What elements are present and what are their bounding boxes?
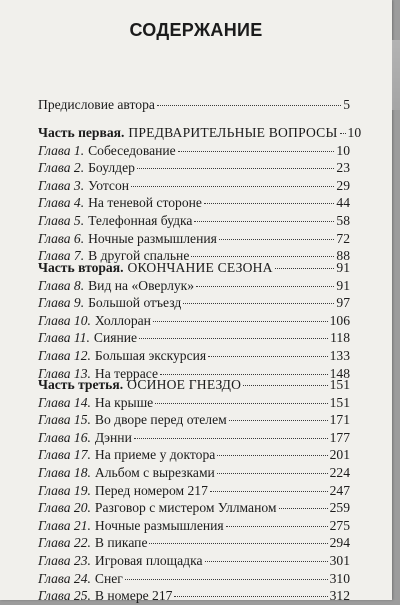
dot-leader <box>210 491 328 492</box>
dot-leader <box>196 286 334 287</box>
toc-chapter[interactable] <box>38 142 350 160</box>
chapter-label: Глава 13. <box>38 365 91 381</box>
chapter-label: Глава 1. <box>38 142 85 158</box>
chapter-title: Большая экскурсия <box>94 347 207 363</box>
page-number: 58 <box>336 212 350 228</box>
chapter-label: Глава 3. <box>38 177 85 193</box>
chapter-title: Игровая площадка <box>94 552 203 568</box>
toc-part-heading[interactable] <box>38 376 350 394</box>
page-number: 106 <box>329 312 350 328</box>
dot-leader <box>340 133 346 134</box>
toc-part-heading[interactable] <box>38 124 362 142</box>
dot-leader <box>229 420 328 421</box>
chapter-label: Глава 20. <box>38 500 91 516</box>
chapter-label: Глава 2. <box>38 160 85 176</box>
page-number: 151 <box>329 377 350 392</box>
toc-chapter[interactable] <box>38 464 350 482</box>
dot-leader <box>275 268 335 269</box>
chapter-title: Холлоран <box>94 312 151 328</box>
part-title: ОСИНОЕ ГНЕЗДО <box>127 377 242 392</box>
page-number: 312 <box>329 588 350 604</box>
chapter-title: На приеме у доктора <box>94 447 216 463</box>
chapter-title: На теневой стороне <box>88 195 202 211</box>
page-number: 275 <box>329 517 350 533</box>
dot-leader <box>153 321 328 322</box>
page-number: 259 <box>329 500 350 516</box>
chapter-title: Уотсон <box>88 177 130 193</box>
chapter-title: Разговор с мистером Уллманом <box>94 500 277 516</box>
chapter-title: В номере 217 <box>94 588 173 604</box>
chapter-title: Сияние <box>93 330 138 346</box>
dot-leader <box>217 473 328 474</box>
chapter-label: Глава 11. <box>38 330 90 346</box>
chapter-title: Ночные размышления <box>88 230 217 246</box>
chapter-title: В другой спальне <box>88 248 190 264</box>
chapter-title: На террасе <box>94 365 158 381</box>
chapter-label: Глава 25. <box>38 588 91 604</box>
toc-chapter[interactable] <box>38 194 350 212</box>
page-number: 29 <box>336 177 350 193</box>
page-number: 148 <box>329 365 350 381</box>
page-number: 133 <box>329 347 350 363</box>
toc-chapter[interactable] <box>38 277 350 295</box>
part-label: Часть первая. <box>38 125 125 140</box>
page-number: 91 <box>336 260 350 275</box>
toc-part-3 <box>38 376 350 605</box>
chapter-label: Глава 19. <box>38 482 91 498</box>
page-number: 88 <box>336 248 350 264</box>
toc-chapter[interactable] <box>38 534 350 552</box>
dot-leader <box>139 338 328 339</box>
chapter-label: Глава 22. <box>38 535 91 551</box>
chapter-label: Глава 8. <box>38 277 85 293</box>
chapter-label: Глава 5. <box>38 212 85 228</box>
chapter-label: Глава 14. <box>38 394 91 410</box>
dot-leader <box>155 403 327 404</box>
toc-part-heading[interactable] <box>38 259 350 277</box>
toc-chapter[interactable] <box>38 230 350 248</box>
chapter-label: Глава 10. <box>38 312 91 328</box>
table-of-contents <box>38 96 350 114</box>
toc-chapter[interactable] <box>38 294 350 312</box>
dot-leader <box>131 186 334 187</box>
page-number: 97 <box>336 295 350 311</box>
page-number: 91 <box>336 277 350 293</box>
chapter-label: Глава 7. <box>38 248 85 264</box>
dot-leader <box>191 256 334 257</box>
dot-leader <box>149 543 327 544</box>
dot-leader <box>183 303 334 304</box>
dot-leader <box>194 221 334 222</box>
page-number: 5 <box>343 97 350 112</box>
toc-chapter[interactable] <box>38 517 350 535</box>
dot-leader <box>134 438 328 439</box>
part-title: ПРЕДВАРИТЕЛЬНЫЕ ВОПРОСЫ <box>128 125 338 140</box>
part-title: ОКОНЧАНИЕ СЕЗОНА <box>127 260 273 275</box>
chapter-title: Телефонная будка <box>88 212 193 228</box>
page-number: 310 <box>329 570 350 586</box>
chapter-label: Глава 21. <box>38 517 91 533</box>
dot-leader <box>217 455 327 456</box>
page-number: 10 <box>347 125 362 140</box>
entry-title: Предисловие автора <box>38 97 155 112</box>
chapter-title: В пикапе <box>94 535 148 551</box>
chapter-label: Глава 9. <box>38 295 85 311</box>
page-number: 224 <box>329 464 350 480</box>
chapter-label: Глава 24. <box>38 570 91 586</box>
part-label: Часть вторая. <box>38 260 124 275</box>
dot-leader <box>157 105 341 106</box>
chapter-title: На крыше <box>94 394 154 410</box>
page-title: СОДЕРЖАНИЕ <box>129 20 263 40</box>
page-number: 171 <box>329 412 350 428</box>
toc-part-1 <box>38 124 362 265</box>
dot-leader <box>125 579 328 580</box>
chapter-title: Снег <box>94 570 123 586</box>
dot-leader <box>243 385 327 386</box>
chapter-label: Глава 15. <box>38 412 91 428</box>
part-label: Часть третья. <box>38 377 124 392</box>
dot-leader <box>219 239 335 240</box>
page-number: 177 <box>329 429 350 445</box>
chapter-label: Глава 17. <box>38 447 91 463</box>
page-number: 72 <box>336 230 350 246</box>
chapter-title: Боулдер <box>88 160 135 176</box>
dot-leader <box>178 151 335 152</box>
chapter-title: Альбом с вырезками <box>94 464 215 480</box>
chapter-label: Глава 4. <box>38 195 85 211</box>
toc-chapter[interactable] <box>38 329 350 347</box>
toc-chapter[interactable] <box>38 177 350 195</box>
chapter-label: Глава 18. <box>38 464 91 480</box>
chapter-title: Большой отъезд <box>88 295 182 311</box>
toc-chapter[interactable] <box>38 312 350 330</box>
chapter-label: Глава 16. <box>38 429 91 445</box>
chapter-title: Собеседование <box>88 142 176 158</box>
dot-leader <box>205 561 328 562</box>
page-number: 118 <box>330 330 350 346</box>
toc-entry-preface[interactable] <box>38 96 350 114</box>
page-number: 44 <box>336 195 350 211</box>
chapter-label: Глава 12. <box>38 347 91 363</box>
chapter-label: Глава 23. <box>38 552 91 568</box>
toc-part-2 <box>38 259 350 382</box>
adjacent-page-edge <box>392 40 400 110</box>
chapter-title: Во дворе перед отелем <box>94 412 227 428</box>
dot-leader <box>208 356 327 357</box>
toc-chapter[interactable] <box>38 499 350 517</box>
page-number: 247 <box>329 482 350 498</box>
toc-chapter[interactable] <box>38 394 350 412</box>
toc-chapter[interactable] <box>38 570 350 588</box>
chapter-label: Глава 6. <box>38 230 85 246</box>
chapter-title: Ночные размышления <box>94 517 224 533</box>
chapter-title: Дэнни <box>94 429 132 445</box>
chapter-title: Вид на «Оверлук» <box>88 277 195 293</box>
toc-chapter[interactable] <box>38 159 350 177</box>
toc-chapter[interactable] <box>38 411 350 429</box>
page-number: 294 <box>329 535 350 551</box>
dot-leader <box>160 374 328 375</box>
toc-chapter[interactable] <box>38 587 350 605</box>
dot-leader <box>137 168 334 169</box>
toc-chapter[interactable] <box>38 552 350 570</box>
page-number: 23 <box>336 160 350 176</box>
toc-chapter[interactable] <box>38 429 350 447</box>
page-number: 10 <box>336 142 350 158</box>
toc-chapter[interactable] <box>38 347 350 365</box>
toc-chapter[interactable] <box>38 446 350 464</box>
toc-chapter[interactable] <box>38 212 350 230</box>
dot-leader <box>204 203 334 204</box>
toc-chapter[interactable] <box>38 482 350 500</box>
chapter-title: Перед номером 217 <box>94 482 208 498</box>
page-number: 301 <box>329 552 350 568</box>
dot-leader <box>226 526 328 527</box>
dot-leader <box>174 596 327 597</box>
page-number: 151 <box>329 394 350 410</box>
page-number: 201 <box>329 447 350 463</box>
dot-leader <box>279 508 328 509</box>
